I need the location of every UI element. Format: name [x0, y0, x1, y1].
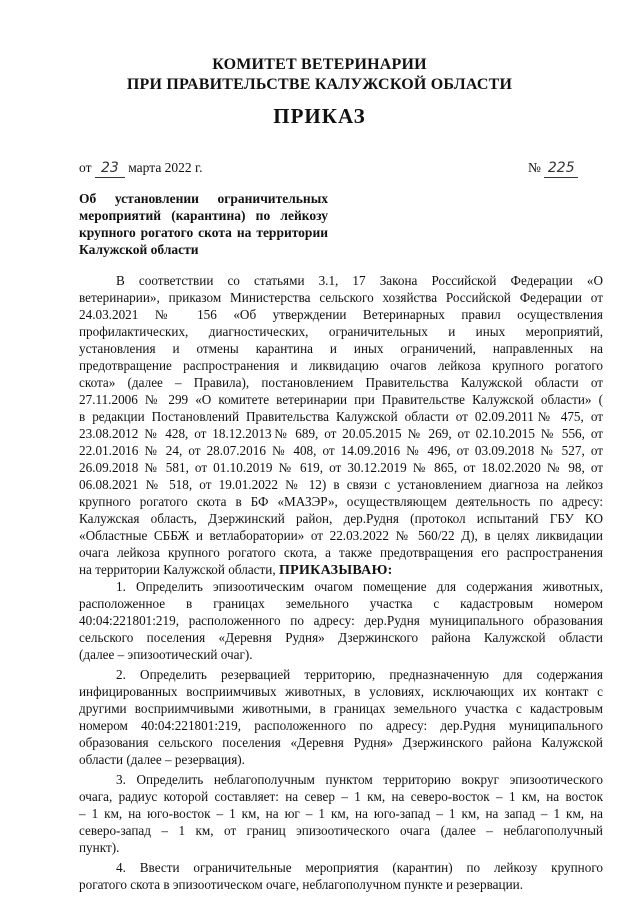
item3-line: пункт).	[79, 840, 120, 855]
date-rest: марта 2022 г.	[128, 160, 203, 175]
item2-line: образования сельского поселения «Деревня Рудня» Дзержинского района Калужской	[79, 735, 603, 750]
preamble-line: 22.01.2016 № 24, от 28.07.2016 № 408, от 14.09.2016 № 496, от 03.09.2018 № 527, от	[79, 443, 603, 458]
preamble-last-line	[79, 561, 393, 579]
preamble-line: В соответствии со статьями 3.1, 17 Закона Российской Федерации «О	[116, 273, 603, 288]
preamble-line: 27.11.2006 № 299 «О комитете ветеринарии при Правительстве Калужской области» (	[79, 392, 603, 407]
preamble-line: 06.08.2021 № 518, от 19.01.2022 № 12) в связи с установлением диагноза на лейкоз	[79, 477, 603, 492]
order-number	[528, 159, 578, 178]
item2-line: инфицированных восприимчивых животных, в условиях, исключающих их контакт с	[79, 684, 603, 699]
number-value-handwritten: 225	[544, 160, 578, 178]
preamble-line: скота» (далее – Правила), постановлением Правительства Калужской области от	[79, 375, 603, 390]
preamble-line: 24.03.2021 № 156 «Об утверждении Ветеринарных правил осуществления	[79, 307, 603, 322]
item1-line: 1. Определить эпизоотическим очагом помещение для содержания животных,	[116, 579, 603, 594]
committee-name-line2: ПРИ ПРАВИТЕЛЬСТВЕ КАЛУЖСКОЙ ОБЛАСТИ	[126, 76, 513, 93]
date-day-handwritten: 23	[95, 160, 125, 178]
item3-line: северо-запад – 1 км, от границ эпизоотического очага (далее – неблагополучный	[79, 823, 603, 838]
preamble-ending: на территории Калужской области,	[79, 562, 276, 577]
preamble-line: предотвращение распространения и ликвидацию очагов лейкоза крупного рогатого	[79, 358, 603, 373]
document-type-title: ПРИКАЗ	[273, 104, 366, 128]
preamble-line: в редакции Постановлений Правительства Калужской области от 02.09.2011№ 475, от	[79, 409, 603, 424]
preamble-line: 23.08.2012 № 428, от 18.12.2013№ 689, от 20.05.2015 № 269, от 02.10.2015 № 556, от	[79, 426, 603, 441]
preamble-line: Калужская область, Дзержинский район, дер.Рудня (протокол испытаний ГБУ КО	[79, 511, 603, 526]
committee-name-line1: КОМИТЕТ ВЕТЕРИНАРИИ	[212, 56, 427, 73]
item4-line: рогатого скота в эпизоотическом очаге, неблагополучном пункте и резервации.	[79, 877, 523, 892]
item1-line: расположенное в границах земельного участка с кадастровым номером	[79, 596, 603, 611]
order-word: ПРИКАЗЫВАЮ:	[278, 563, 393, 578]
item2-line: области (далее – резервация).	[79, 752, 245, 767]
item4-line: 4. Ввести ограничительные мероприятия (карантин) по лейкозу крупного	[116, 860, 603, 875]
order-date	[79, 159, 202, 178]
item3-line: очага, радиус которой составляет: на север – 1 км, на северо-восток – 1 км, на восток	[79, 789, 603, 804]
subject-line: мероприятий (карантина) по лейкозу	[79, 208, 328, 223]
preamble-line: 26.09.2018 № 581, от 01.10.2019 № 619, от 30.12.2019 № 865, от 18.02.2020 № 98, от	[79, 460, 603, 475]
item1-line: (далее – эпизоотический очаг).	[79, 647, 253, 662]
subject-line: крупного рогатого скота на территории	[79, 225, 328, 240]
subject-line: Калужской области	[79, 242, 199, 257]
item2-line: номером 40:04:221801:219, расположенного по адресу: дер.Рудня муниципального	[79, 718, 603, 733]
item2-line: 2. Определить резервацией территорию, предназначенную для содержания	[116, 667, 603, 682]
item3-line: 3. Определить неблагополучным пунктом территорию вокруг эпизоотического	[116, 772, 603, 787]
date-prefix: от	[79, 160, 92, 175]
preamble-line: профилактических, диагностических, ограничительных и иных мероприятий,	[79, 324, 603, 339]
item3-line: – 1 км, на юго-восток – 1 км, на юг – 1 км, на юго-запад – 1 км, на запад – 1 км, на	[79, 806, 603, 821]
item2-line: другими восприимчивыми животными, в границах земельного участка с кадастровым	[79, 701, 603, 716]
number-prefix: №	[528, 160, 541, 175]
preamble-line: крупного рогатого скота в БФ «МАЗЭР», осуществляющем деятельность по адресу:	[79, 494, 603, 509]
item1-line: 40:04:221801:219, расположенного по адресу: дер.Рудня муниципального образования	[79, 613, 603, 628]
item1-line: сельского поселения «Деревня Рудня» Дзержинского района Калужской области	[79, 630, 603, 645]
preamble-line: очага лейкоза крупного рогатого скота, а также предотвращения его распространения	[79, 545, 603, 560]
preamble-line: установления и отмены карантина и иных ограничений, направленных на	[79, 341, 603, 356]
preamble-line: «Областные СББЖ и ветлаборатории» от 22.03.2022 № 560/22 Д), в целях ликвидации	[79, 528, 603, 543]
preamble-line: ветеринарии», приказом Министерства сельского хозяйства Российской Федерации от	[79, 290, 603, 305]
subject-line: Об установлении ограничительных	[79, 191, 328, 206]
